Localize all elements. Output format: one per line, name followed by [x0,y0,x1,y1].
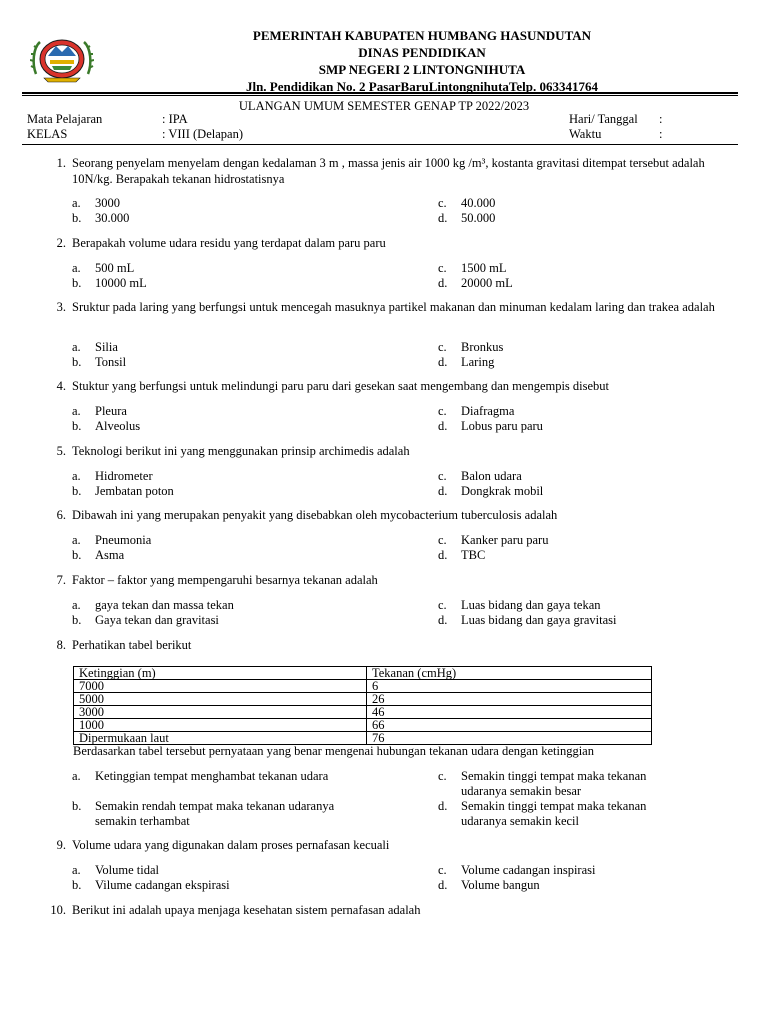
option-text: Pleura [95,404,127,418]
option-label: d. [438,548,448,562]
option-text: Silia [95,340,118,354]
question-text: Berapakah volume udara residu yang terdapat dalam paru paru [72,236,386,250]
table-header-cell: Ketinggian (m) [74,667,367,680]
question-text: Faktor – faktor yang mempengaruhi besarnya tekanan adalah [72,573,378,587]
option-label: b. [72,484,82,498]
question-text: Perhatikan tabel berikut [72,638,192,652]
option-text: Semakin tinggi tempat maka tekanan udaranya semakin kecil [461,799,647,828]
option-label: a. [72,196,81,210]
option-text: Volume cadangan inspirasi [461,863,596,877]
question-number: 8. [56,638,66,652]
option-text: 500 mL [95,261,135,275]
table-cell: 1000 [74,719,367,732]
header-government: PEMERINTAH KABUPATEN HUMBANG HASUNDUTAN [252,28,592,43]
option-text: Bronkus [461,340,504,354]
question-number: 2. [56,236,66,250]
option-label: c. [438,261,447,275]
table-cell: 3000 [74,706,367,719]
day-value: : [659,112,663,126]
table-cell: 46 [367,706,652,719]
option-label: c. [438,598,447,612]
question-number: 10. [50,903,66,917]
option-label: c. [438,769,447,783]
table-cell: 26 [367,693,652,706]
option-label: d. [438,613,448,627]
option-text: Volume bangun [461,878,540,892]
table-row [74,693,652,706]
question-text: Volume udara yang digunakan dalam proses pernafasan kecuali [72,838,390,852]
option-text: Jembatan poton [95,484,174,498]
table-cell: 7000 [74,680,367,693]
table-row [74,680,652,693]
option-text: Semakin rendah tempat maka tekanan udaranya semakin terhambat [95,799,335,828]
option-label: d. [438,799,448,813]
option-label: a. [72,533,81,547]
option-label: b. [72,211,82,225]
option-label: d. [438,355,448,369]
option-label: c. [438,863,447,877]
table-row [74,732,652,745]
question-text: Sruktur pada laring yang berfungsi untuk mencegah masuknya partikel makanan dan minuman kedalam laring dan trakea adalah [72,300,715,314]
option-label: a. [72,469,81,483]
table-cell: Dipermukaan laut [74,732,367,745]
table-header-cell: Tekanan (cmHg) [367,667,652,680]
question-text: Seorang penyelam menyelam dengan kedalaman 3 m , massa jenis air 1000 kg /m³, kostanta gravitasi ditempat tersebut adalah 10N/kg. Berapakah tekanan hidrostatisnya [72,156,705,186]
option-label: b. [72,276,82,290]
option-label: d. [438,419,448,433]
question-number: 3. [56,300,66,314]
option-text: 40.000 [461,196,496,210]
question-number: 6. [56,508,66,522]
regency-emblem-icon [30,34,94,84]
header-divider [22,92,738,94]
option-label: c. [438,469,447,483]
option-label: d. [438,878,448,892]
option-label: a. [72,769,81,783]
option-label: a. [72,404,81,418]
option-label: b. [72,799,82,813]
option-label: d. [438,211,448,225]
option-text: 3000 [95,196,120,210]
subject-label: Mata Pelajaran [27,112,103,126]
option-text: Gaya tekan dan gravitasi [95,613,219,627]
option-text: Laring [461,355,495,369]
option-label: a. [72,863,81,877]
subject-value: : IPA [162,112,188,126]
option-text: Pneumonia [95,533,152,547]
option-text: Tonsil [95,355,127,369]
exam-title: ULANGAN UMUM SEMESTER GENAP TP 2022/2023 [238,99,530,113]
table-header-row [74,667,652,680]
option-label: b. [72,355,82,369]
table-cell: 76 [367,732,652,745]
table-cell: 66 [367,719,652,732]
option-text: Luas bidang dan gaya gravitasi [461,613,617,627]
class-label: KELAS [27,127,68,141]
option-label: a. [72,340,81,354]
option-text: 20000 mL [461,276,513,290]
question-number: 9. [56,838,66,852]
option-label: c. [438,196,447,210]
option-text: TBC [461,548,486,562]
header-department: DINAS PENDIDIKAN [358,45,486,60]
question-text: Dibawah ini yang merupakan penyakit yang disebabkan oleh mycobacterium tuberculosis adalah [72,508,558,522]
option-label: c. [438,533,447,547]
option-label: b. [72,548,82,562]
option-text: gaya tekan dan massa tekan [95,598,234,612]
option-text: Semakin tinggi tempat maka tekanan udaranya semakin besar [461,769,647,798]
option-text: Lobus paru paru [461,419,543,433]
option-label: b. [72,878,82,892]
question-text: Stuktur yang berfungsi untuk melindungi paru paru dari gesekan saat mengembang dan mengempis disebut [72,379,610,393]
header-school: SMP NEGERI 2 LINTONGNIHUTA [318,62,526,77]
option-text: Luas bidang dan gaya tekan [461,598,601,612]
class-value: : VIII (Delapan) [162,127,243,141]
table-row [74,706,652,719]
option-text: 30.000 [95,211,130,225]
option-label: a. [72,598,81,612]
option-text: Asma [95,548,125,562]
question-number: 1. [56,156,66,170]
meta-divider [22,144,738,145]
option-label: b. [72,419,82,433]
option-text: 50.000 [461,211,496,225]
option-text: Vilume cadangan ekspirasi [95,878,230,892]
table-cell: 5000 [74,693,367,706]
day-label: Hari/ Tanggal [569,112,638,126]
option-text: Ketinggian tempat menghambat tekanan udara [95,769,329,783]
option-text: 10000 mL [95,276,147,290]
option-label: c. [438,340,447,354]
option-label: c. [438,404,447,418]
option-label: b. [72,613,82,627]
question-number: 4. [56,379,66,393]
option-label: a. [72,261,81,275]
question-number: 5. [56,444,66,458]
option-text: 1500 mL [461,261,507,275]
time-label: Waktu [569,127,602,141]
header-address: Jln. Pendidikan No. 2 PasarBaruLintongnihutaTelp. 063341764 [245,79,599,94]
option-text: Alveolus [95,419,141,433]
question-text: Berikut ini adalah upaya menjaga kesehatan sistem pernafasan adalah [72,903,421,917]
header-divider-thin [22,95,738,96]
question-number: 7. [56,573,66,587]
option-text: Balon udara [461,469,522,483]
option-text: Kanker paru paru [461,533,549,547]
option-text: Hidrometer [95,469,153,483]
altitude-pressure-table [73,666,652,745]
option-text: Volume tidal [95,863,160,877]
time-value: : [659,127,663,141]
question-followup-text: Berdasarkan tabel tersebut pernyataan yang benar mengenai hubungan tekanan udara dengan ketinggian [73,744,594,758]
question-text: Teknologi berikut ini yang menggunakan prinsip archimedis adalah [72,444,410,458]
table-cell: 6 [367,680,652,693]
option-label: d. [438,484,448,498]
option-text: Diafragma [461,404,515,418]
table-row [74,719,652,732]
option-text: Dongkrak mobil [461,484,544,498]
option-label: d. [438,276,448,290]
